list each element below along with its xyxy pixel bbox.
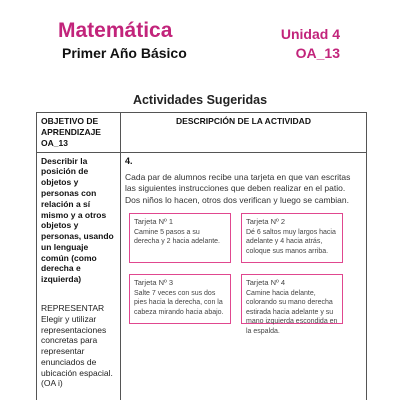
grade-subtitle: Primer Año Básico — [62, 45, 187, 61]
unit-label: Unidad 4 — [280, 26, 340, 42]
description-header: DESCRIPCIÓN DE LA ACTIVIDAD — [121, 113, 367, 153]
represent-text: Elegir y utilizar representaciones concretas para representar enunciados de ubicación espacial. (OA i) — [41, 313, 113, 389]
table-row — [37, 152, 367, 400]
instruction-card-2 — [241, 213, 343, 263]
table-header-row — [37, 113, 367, 153]
section-title: Actividades Sugeridas — [132, 93, 268, 107]
activity-description: Cada par de alumnos recibe una tarjeta en que van escritas las siguientes instrucciones que deben realizar en el patio. Dos niños lo hacen, otros dos verifican y luego se cambian. — [125, 171, 351, 205]
represent-block — [41, 303, 117, 389]
card-text: Dé 6 saltos muy largos hacia adelante y 4 hacia atrás, coloque sus manos arriba. — [246, 228, 336, 255]
instruction-cards — [129, 213, 362, 335]
oa-label: OA_13 — [295, 45, 340, 61]
subject-title: Matemática — [58, 19, 173, 42]
card-title: Tarjeta Nº 4 — [246, 278, 286, 288]
header-right — [281, 27, 340, 61]
card-title: Tarjeta Nº 3 — [134, 278, 174, 288]
header-left — [58, 20, 187, 61]
instruction-card-4 — [241, 274, 343, 335]
instruction-card-1 — [129, 213, 231, 263]
activity-cell — [121, 152, 367, 400]
activities-table — [36, 112, 367, 400]
card-text: Salte 7 veces con sus dos pies hacia la derecha, con la cabeza mirando hacia abajo. — [134, 289, 224, 316]
instruction-card-3 — [129, 274, 231, 324]
card-text: Camine 5 pasos a su derecha y 2 hacia adelante. — [134, 228, 221, 246]
activity-number: 4. — [125, 155, 133, 166]
card-title: Tarjeta Nº 1 — [134, 217, 174, 227]
card-title: Tarjeta Nº 2 — [246, 217, 286, 227]
represent-title: REPRESENTAR — [41, 303, 105, 313]
card-text: Camine hacia delante, colorando su mano derecha estirada hacia adelante y su mano izquierda escondida en la espalda. — [246, 289, 338, 335]
objective-text: Describir la posición de objetos y personas con relación a sí mismo y a otros objetos y personas, usando un lenguaje común (como derecha e izquierda) — [41, 155, 114, 285]
objective-header: OBJETIVO DE APRENDIZAJE OA_13 — [37, 113, 121, 153]
objective-cell — [37, 152, 121, 400]
